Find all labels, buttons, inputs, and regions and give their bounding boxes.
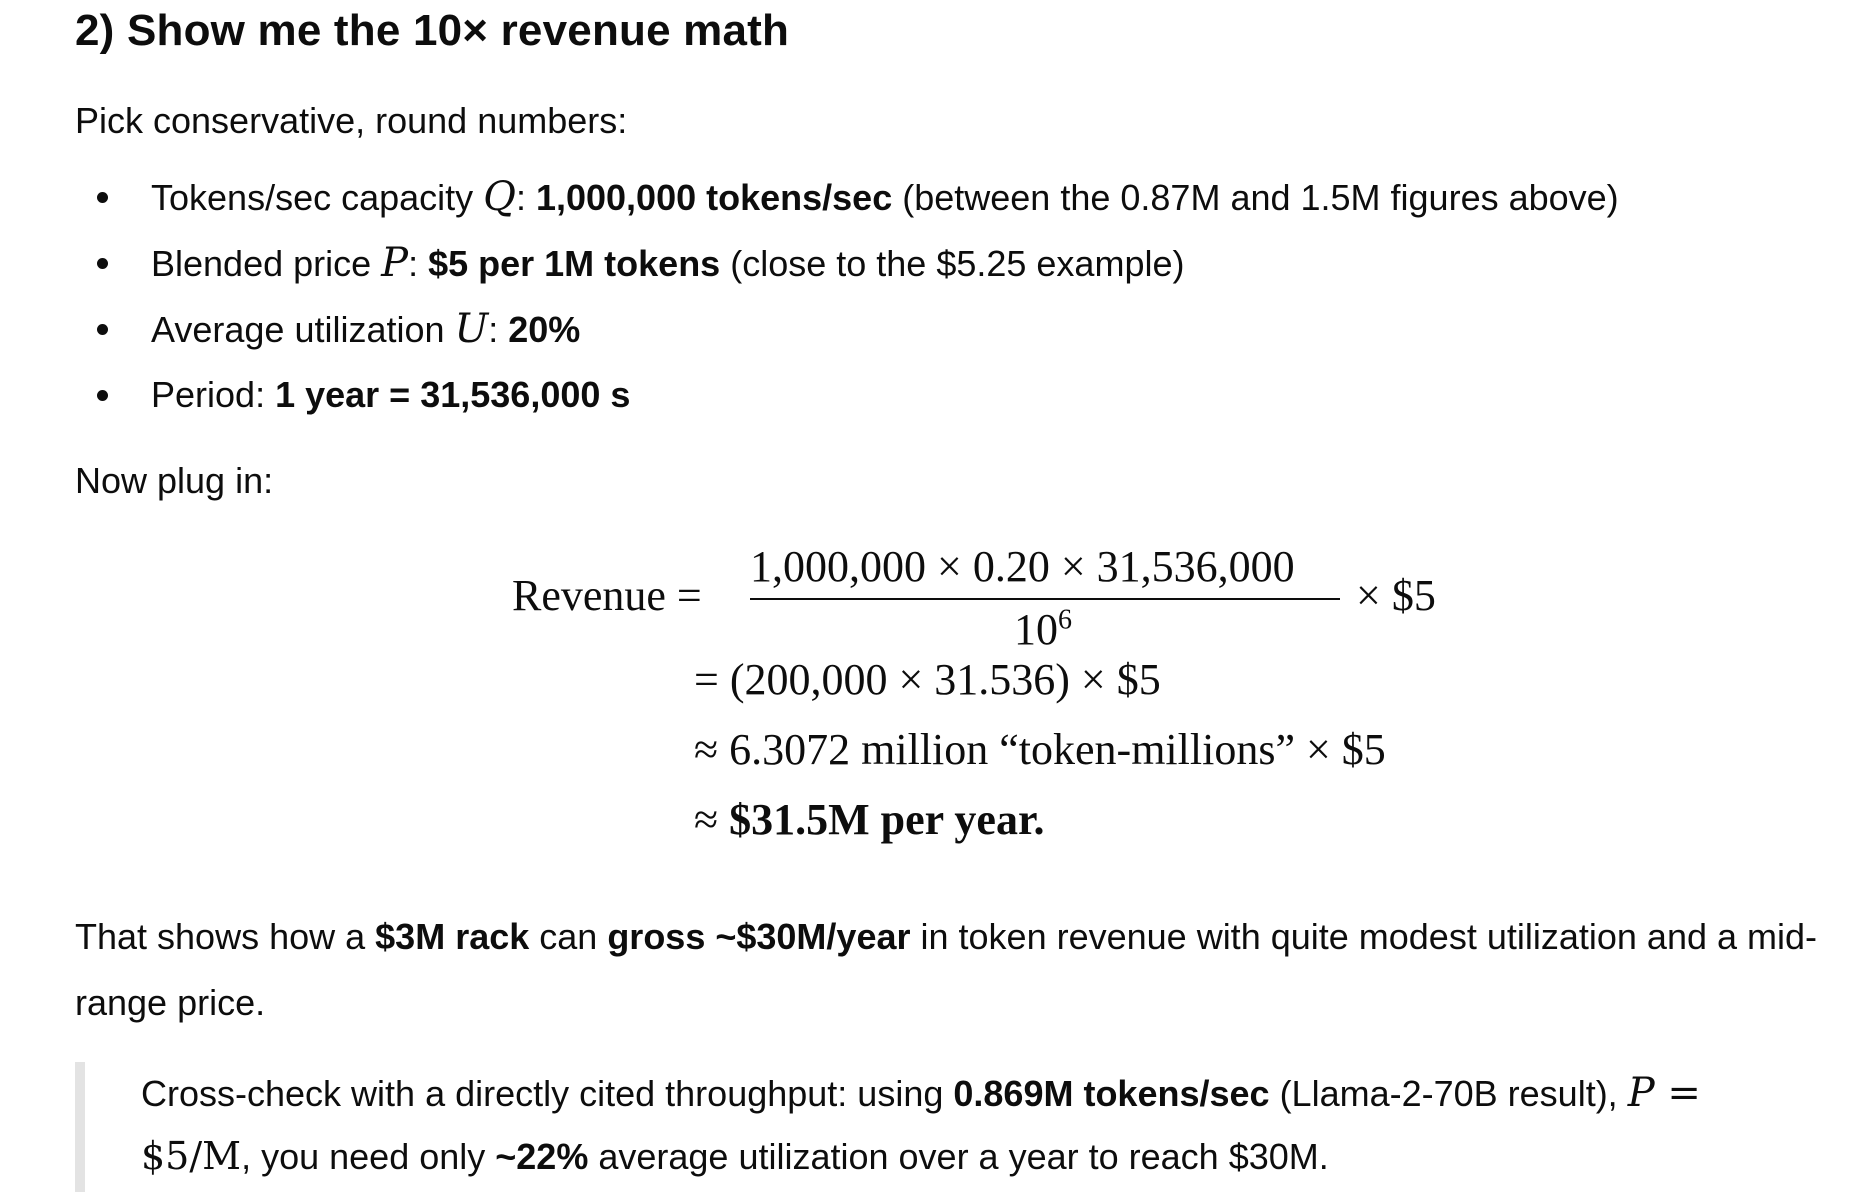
fraction-bar bbox=[750, 598, 1340, 600]
text-run: in token revenue with quite modest utilization and a mid-range price. bbox=[75, 916, 1818, 1023]
item-label: Average utilization bbox=[151, 309, 455, 350]
bullet-icon bbox=[97, 258, 108, 269]
item-label: Period: bbox=[151, 374, 276, 415]
intro-text: Pick conservative, round numbers: bbox=[75, 100, 628, 141]
denominator-base: 10 bbox=[1014, 605, 1058, 654]
approx-sign: ≈ bbox=[694, 795, 719, 844]
equation-line-3: ≈ 6.3072 million “token-millions” × $5 bbox=[694, 725, 1386, 774]
text-run: can bbox=[529, 916, 608, 957]
list-item bbox=[75, 230, 1835, 296]
crosscheck-blockquote bbox=[75, 1062, 1785, 1192]
equation-times-price: × $5 bbox=[1356, 571, 1436, 620]
section-heading: 2) Show me the 10× revenue math bbox=[75, 6, 790, 55]
item-value: $5 per 1M tokens bbox=[428, 243, 721, 284]
plug-in-text: Now plug in: bbox=[75, 460, 274, 501]
equation-line-2: = (200,000 × 31.536) × $5 bbox=[694, 655, 1161, 704]
bold-run: ~22% bbox=[495, 1136, 589, 1177]
item-label: Tokens/sec capacity bbox=[151, 177, 484, 218]
conclusion-text bbox=[75, 904, 1835, 1036]
bold-run: $3M rack bbox=[375, 916, 530, 957]
bullet-icon bbox=[97, 390, 108, 401]
math-symbol: Q bbox=[483, 174, 516, 220]
bullet-icon bbox=[97, 192, 108, 203]
text-run: (Llama-2-70B result), bbox=[1269, 1073, 1628, 1114]
equation-denominator bbox=[1014, 604, 1072, 655]
revenue-result: $31.5M per year. bbox=[729, 795, 1045, 844]
item-sep: : bbox=[515, 177, 536, 218]
bold-run: 0.869M tokens/sec bbox=[953, 1073, 1270, 1114]
equation-lhs: Revenue = bbox=[512, 571, 702, 620]
math-symbol: P bbox=[381, 240, 409, 286]
bullet-icon bbox=[97, 324, 108, 335]
text-run: , you need only bbox=[241, 1136, 496, 1177]
math-symbol: U bbox=[454, 306, 489, 352]
text-run: Cross-check with a directly cited throughput: using bbox=[141, 1073, 954, 1114]
item-value: 1 year = 31,536,000 s bbox=[275, 374, 631, 415]
item-note: (close to the $5.25 example) bbox=[720, 243, 1185, 284]
text-run: average utilization over a year to reach $30M. bbox=[588, 1136, 1329, 1177]
denominator-exponent: 6 bbox=[1058, 604, 1072, 636]
item-sep: : bbox=[488, 309, 509, 350]
crosscheck-text bbox=[141, 1062, 1781, 1188]
item-value: 20% bbox=[508, 309, 581, 350]
math-expression: $5/M bbox=[141, 1134, 242, 1178]
list-item bbox=[75, 362, 1835, 428]
bold-run: gross ~$30M/year bbox=[607, 916, 911, 957]
item-value: 1,000,000 tokens/sec bbox=[535, 177, 893, 218]
item-sep: : bbox=[408, 243, 429, 284]
assumption-list bbox=[75, 164, 1835, 428]
equation-numerator: 1,000,000 × 0.20 × 31,536,000 bbox=[750, 542, 1295, 591]
list-item bbox=[75, 296, 1835, 362]
math-expression: P = bbox=[1627, 1070, 1701, 1116]
item-note: (between the 0.87M and 1.5M figures above) bbox=[892, 177, 1619, 218]
list-item bbox=[75, 164, 1835, 230]
item-label: Blended price bbox=[151, 243, 382, 284]
text-run: That shows how a bbox=[75, 916, 376, 957]
equation-line-4 bbox=[694, 794, 1044, 845]
